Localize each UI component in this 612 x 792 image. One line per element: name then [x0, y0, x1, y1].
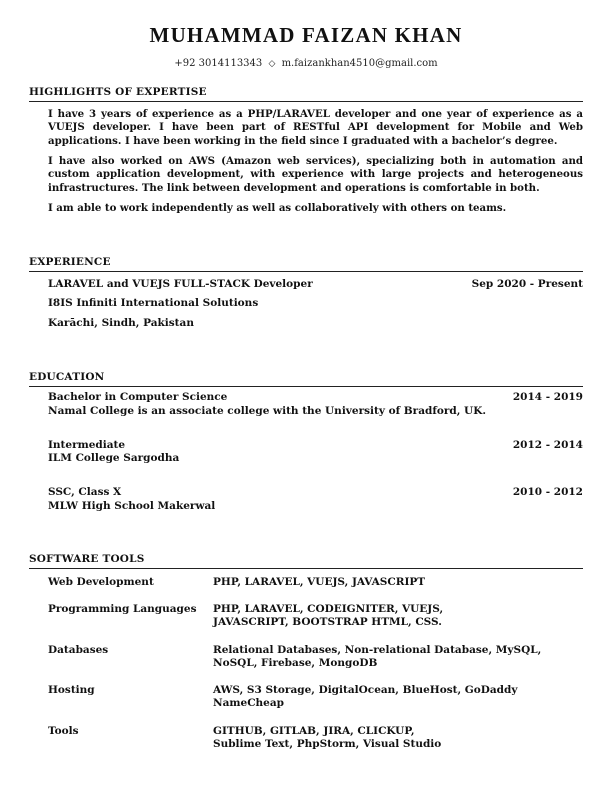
software-label: Web Development [48, 576, 154, 588]
email-address[interactable]: m.faizankhan4510@gmail.com [281, 58, 438, 69]
software-value: Relational Databases, Non-relational Database, MySQL, NoSQL, Firebase, MongoDB [213, 644, 542, 669]
section-title-experience: EXPERIENCE [29, 256, 583, 272]
highlight-paragraph: I am able to work independently as well as collaboratively with others on teams. [48, 202, 507, 214]
job-role: LARAVEL and VUEJS FULL-STACK Developer [48, 278, 313, 290]
software-value: PHP, LARAVEL, CODEIGNITER, VUEJS, JAVASCRIPT, BOOTSTRAP HTML, CSS. [213, 603, 444, 628]
education-degree: Intermediate [48, 439, 126, 451]
highlight-paragraph: I have 3 years of experience as a PHP/LARAVEL developer and one year of experience as a VUEJS developer. I have been part of RESTful API development for Mobile and Web applications. I have been working in the field since I graduated with a bachelor’s degree. [48, 108, 583, 147]
phone-number: +92 3014113343 [174, 58, 263, 69]
software-label: Programming Languages [48, 603, 197, 615]
candidate-name: MUHAMMAD FAIZAN KHAN [149, 23, 463, 47]
software-label: Databases [48, 644, 109, 656]
education-dates: 2012 - 2014 [512, 439, 583, 451]
software-value: GITHUB, GITLAB, JIRA, CLICKUP, Sublime Text, PhpStorm, Visual Studio [213, 725, 442, 750]
highlight-paragraph: I have also worked on AWS (Amazon web services), specializing both in automation and custom application development, with experience with large projects and heterogeneous infrastructures. The link between development and operations is comfortable in both. [48, 155, 583, 194]
job-company: I8IS Infiniti International Solutions [48, 297, 259, 309]
software-label: Tools [48, 725, 79, 737]
section-title-highlights: HIGHLIGHTS OF EXPERTISE [29, 86, 583, 102]
education-dates: 2010 - 2012 [512, 486, 583, 498]
software-value: AWS, S3 Storage, DigitalOcean, BlueHost, GoDaddy NameCheap [213, 684, 518, 709]
education-school: MLW High School Makerwal [48, 500, 216, 512]
education-school: Namal College is an associate college with the University of Bradford, UK. [48, 405, 486, 417]
contact-separator: ◇ [268, 59, 276, 69]
education-degree: Bachelor in Computer Science [48, 391, 228, 403]
job-location: Karāchi, Sindh, Pakistan [48, 317, 194, 329]
education-school: ILM College Sargodha [48, 452, 180, 464]
contact-line [0, 58, 612, 70]
education-dates: 2014 - 2019 [512, 391, 583, 403]
software-value: PHP, LARAVEL, VUEJS, JAVASCRIPT [213, 576, 426, 588]
software-label: Hosting [48, 684, 95, 696]
section-title-education: EDUCATION [29, 371, 583, 387]
section-title-software-tools: SOFTWARE TOOLS [29, 553, 583, 569]
job-dates: Sep 2020 - Present [471, 278, 583, 290]
education-degree: SSC, Class X [48, 486, 122, 498]
